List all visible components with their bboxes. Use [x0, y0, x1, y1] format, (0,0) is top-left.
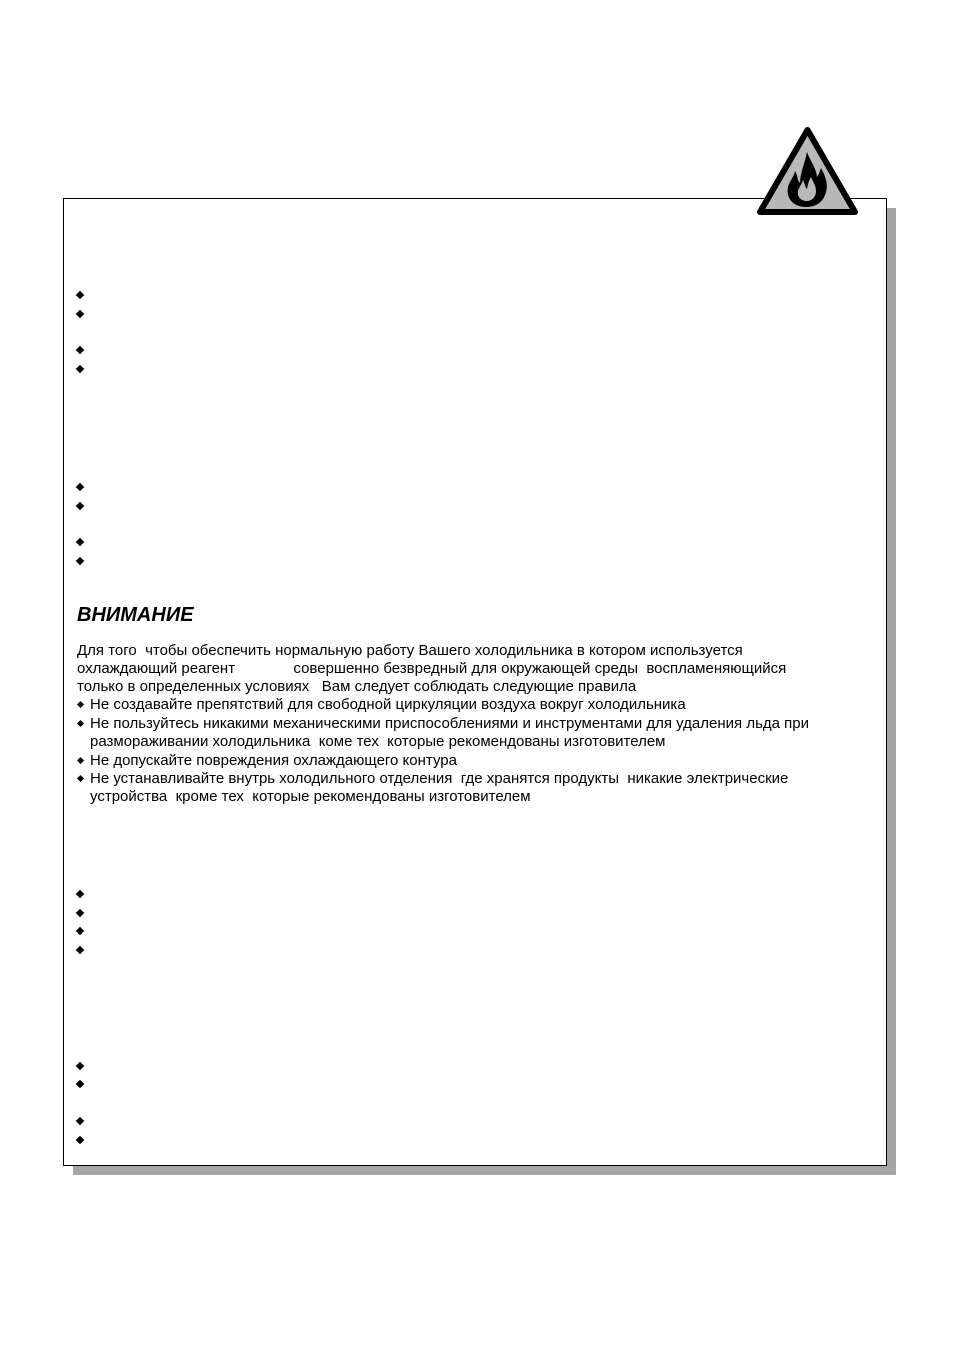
warning-rule — [77, 770, 788, 806]
rule-text-continued: размораживании холодильника коме тех которые рекомендованы изготовителем — [90, 733, 666, 750]
warning-rule — [77, 696, 686, 714]
rule-text: Не создавайте препятствий для свободной циркуляции воздуха вокруг холодильника — [90, 696, 686, 713]
rule-text: Не допускайте повреждения охлаждающего контура — [90, 752, 457, 769]
rule-text: Не устанавливайте внутрь холодильного отделения где хранятся продукты никакие электрические — [90, 770, 789, 787]
warning-intro-line: только в определенных условиях Вам следует соблюдать следующие правила — [77, 678, 637, 695]
warning-intro-line: Для того чтобы обеспечить нормальную работу Вашего холодильника в котором используется — [77, 642, 743, 659]
rule-text: Не пользуйтесь никакими механическими приспособлениями и инструментами для удаления льда при — [90, 715, 809, 732]
warning-rule — [77, 715, 809, 751]
rule-text-continued: устройства кроме тех которые рекомендованы изготовителем — [90, 788, 531, 805]
warning-intro-line: охлаждающий реагент совершенно безвредный для окружающей среды воспламеняющийся — [77, 660, 787, 677]
warning-heading: ВНИМАНИЕ — [77, 604, 194, 626]
warning-rule — [77, 752, 457, 770]
flammable-warning-icon — [754, 125, 861, 219]
